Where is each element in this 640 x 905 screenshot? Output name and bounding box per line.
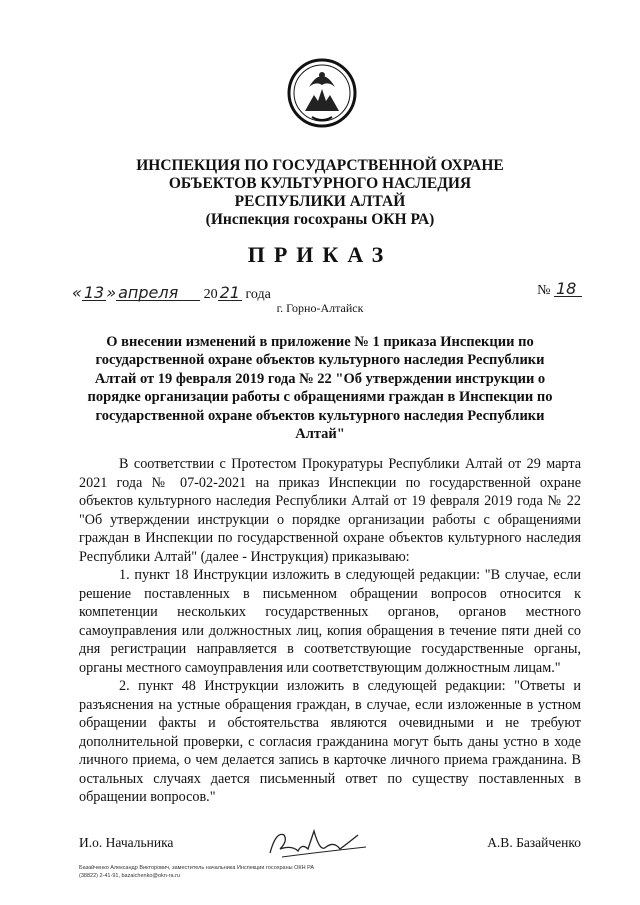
date-day: 13: [83, 283, 105, 302]
date-quote-close: »: [106, 283, 117, 302]
date-year-prefix: 20: [203, 287, 218, 302]
footer-contact: [79, 864, 314, 880]
order-date: [72, 283, 271, 303]
date-month: апреля: [116, 285, 200, 301]
coat-of-arms-emblem: [287, 53, 357, 133]
date-quote-open: «: [72, 283, 82, 302]
document-type-heading: ПРИКАЗ: [247, 242, 393, 267]
footer-line-1: Базайченко Александр Викторович, заместитель начальника Инспекции госохраны ОКН РА: [79, 865, 315, 871]
signatory-name: А.В. Базайченко: [487, 835, 581, 850]
signatory-position: И.о. Начальника: [79, 835, 174, 850]
handwritten-signature: [262, 823, 372, 869]
org-short-name: (Инспекция госохраны ОКН РА): [205, 211, 435, 228]
footer-line-2: (38822) 2-41-91, bazaichenko@okn-ra.ru: [79, 873, 180, 879]
body-item-1: 1. пункт 18 Инструкции изложить в следующей редакции: "В случае, если решение поставленных в письменном обращении вопросов относится к компетенции нескольких государственных органов, органов местного самоуправления или должностных лиц, копия обращения в течение пяти дней со дня регистрации направляется в соответствующие государственные органы, органы местного самоуправления или соответствующим должностным лицам.": [79, 567, 581, 676]
org-name-line-3: РЕСПУБЛИКИ АЛТАЙ: [234, 193, 406, 210]
date-year-word: года: [245, 287, 271, 302]
city: г. Горно-Алтайск: [276, 301, 364, 315]
date-year-suffix: 21: [219, 283, 240, 302]
order-body: [79, 455, 581, 807]
body-intro: В соответствии с Протестом Прокуратуры Республики Алтай от 29 марта 2021 года № 07-02-2021 на приказ Инспекции по государственной охране объектов культурного наследия Республики Алтай от 19 февраля 2019 года № 22 "Об утверждении инструкции о порядке организации работы с обращениями граждан в Инспекции по государственной охране объектов культурного наследия Республики Алтай" (далее - Инструкция) приказываю:: [79, 456, 581, 565]
org-name-line-1: ИНСПЕКЦИЯ ПО ГОСУДАРСТВЕННОЙ ОХРАНЕ: [136, 157, 504, 174]
order-title: О внесении изменений в приложение № 1 приказа Инспекции по государственной охране объектов культурного наследия Республики Алтай от 19 февраля 2019 года № 22 "Об утверждении инструкции о порядке организации работы с обращениями граждан в Инспекции по государственной охране объектов культурного наследия Республики Алтай": [87, 334, 553, 443]
body-item-2: 2. пункт 48 Инструкции изложить в следующей редакции: "Ответы и разъяснения на устные обращения граждан, в случае, если изложенные в устном обращении факты и обстоятельства являются очевидными и не требуют дополнительной проверки, с согласия гражданина могут быть даны устно в ходе личного приема, о чем делается запись в карточке личного приема гражданина. В остальных случаях дается письменный ответ по существу поставленных в обращении вопросов.": [79, 678, 581, 805]
order-number-label: №: [537, 283, 551, 298]
org-name-line-2: ОБЪЕКТОВ КУЛЬТУРНОГО НАСЛЕДИЯ: [168, 175, 472, 192]
order-number-value: 18: [554, 281, 582, 297]
order-number: [537, 281, 582, 299]
